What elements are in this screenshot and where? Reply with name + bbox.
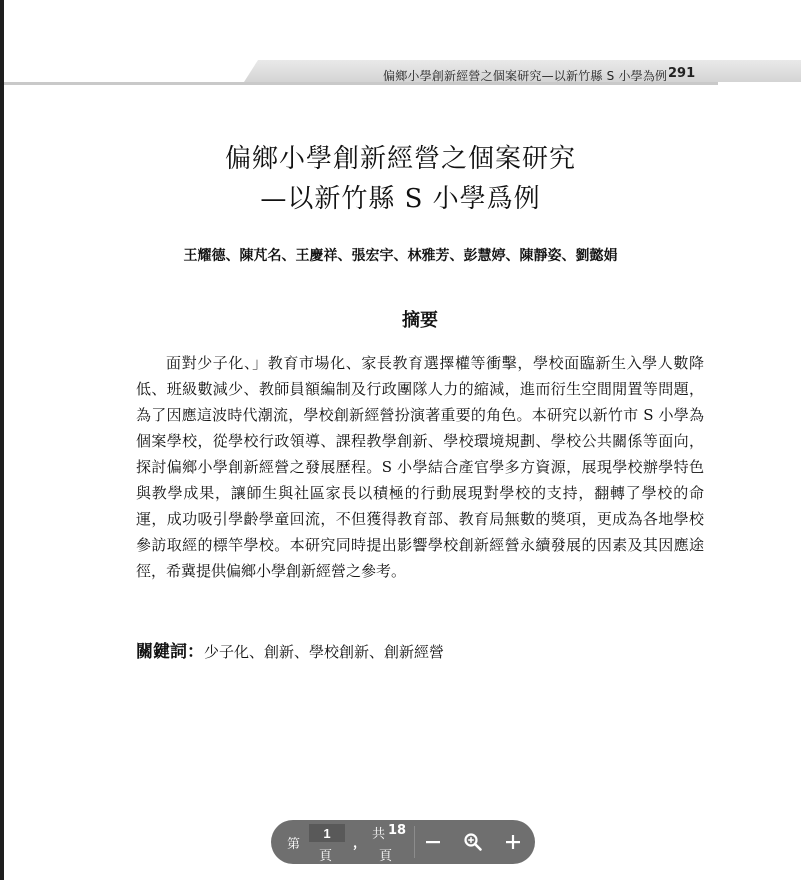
keywords-value: 少子化、創新、學校創新、創新經營 [204, 643, 445, 661]
toolbar-divider [414, 826, 415, 858]
zoom-button[interactable] [459, 828, 487, 856]
total-prefix-label: 共 [372, 827, 386, 842]
total-pages: 18 [388, 823, 407, 838]
page-navigation-toolbar [271, 820, 535, 864]
page-prefix-label: 第 [287, 837, 301, 852]
page-number: 291 [668, 66, 696, 81]
magnifier-icon [463, 832, 483, 852]
keywords-line [136, 637, 704, 662]
separator: ， [353, 836, 367, 851]
zoom-out-button[interactable] [419, 828, 447, 856]
plus-icon [504, 833, 522, 851]
paper-title-line-2: —以新竹縣 S 小學爲例 [260, 184, 541, 214]
keywords-colon: ： [187, 642, 204, 662]
total-unit-label: 頁 [379, 849, 393, 864]
running-title: 偏鄉小學創新經營之個案研究—以新竹縣 S 小學為例 [383, 69, 668, 83]
minus-icon [424, 833, 442, 851]
paper-title-line-1: 偏鄉小學創新經營之個案研究 [224, 144, 576, 174]
zoom-in-button[interactable] [499, 828, 527, 856]
page-unit-label: 頁 [319, 849, 333, 864]
keywords-label: 關鍵詞 [136, 642, 187, 662]
current-page-input[interactable] [309, 824, 345, 842]
abstract-heading: 摘要 [402, 310, 438, 331]
author-list: 王耀德、陳芃名、王慶祥、張宏宇、林雅芳、彭慧婷、陳靜姿、劉懿娟 [183, 248, 618, 264]
abstract-body: 面對少子化、」教育市場化、家長教育選擇權等衝擊，學校面臨新生入學人數降低、班級數減少、教師員額編制及行政團隊人力的縮減，進而衍生空間閒置等問題，為了因應這波時代潮流，學校創新經營扮演著重要的角色。本研究以新竹市 S 小學為個案學校，從學校行政領導、課程教學創新、學校環境規劃、學校公共關係等面向，探討偏鄉小學創新經營之發展歷程。S 小學結合產官學多方資源，展現學校辦學特色與教學成果，讓師生與社區家長以積極的行動展現對學校的支持，翻轉了學校的命運，成功吸引學齡學童回流，不但獲得教育部、教育局無數的獎項，更成為各地學校參訪取經的標竿學校。本研究同時提出影響學校創新經營永續發展的因素及其因應途徑，希冀提供偏鄉小學創新經營之參考。 [136, 354, 704, 580]
